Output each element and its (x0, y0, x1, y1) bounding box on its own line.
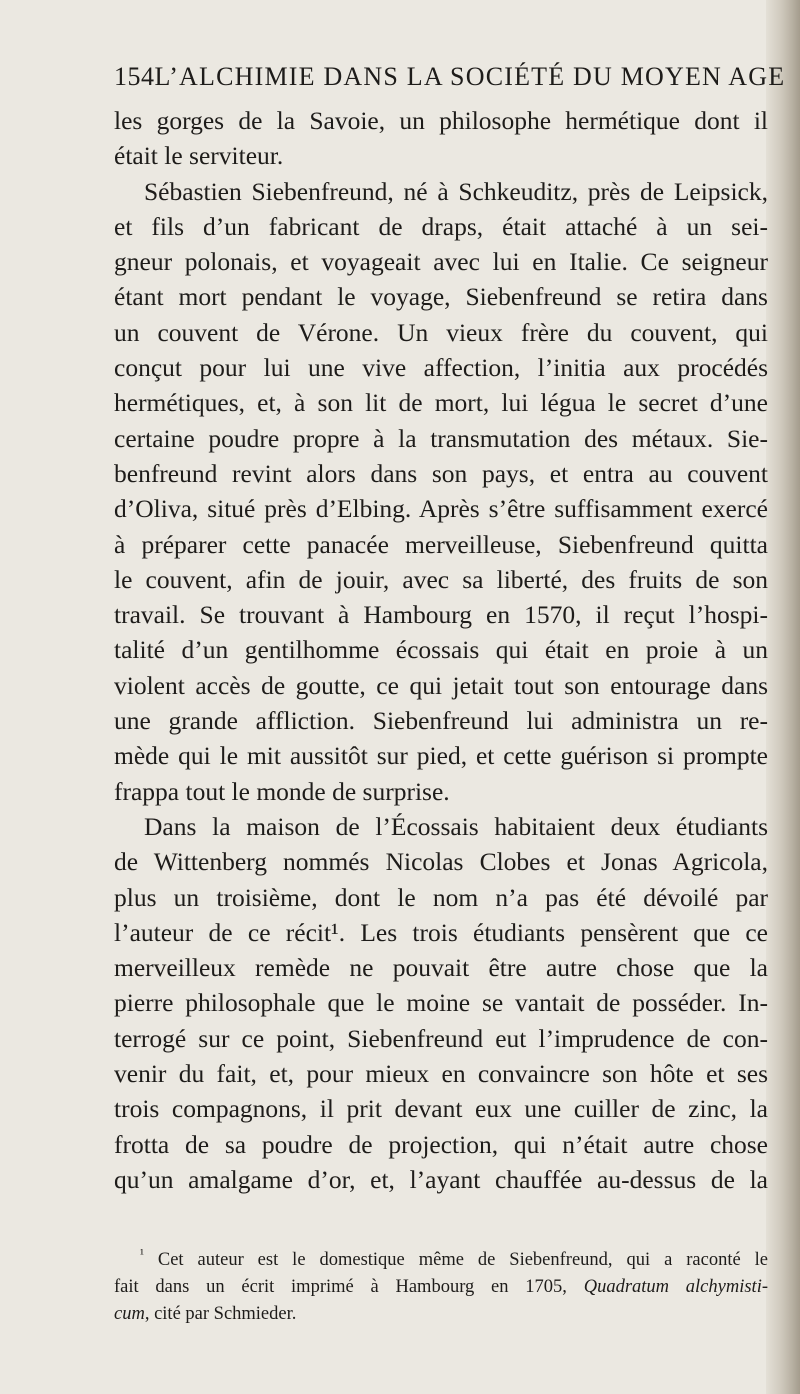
text-line: frappa tout le monde de surprise. (114, 776, 450, 806)
text-line: une grande affliction. Siebenfreund lui administra un re- (114, 706, 768, 736)
footnote (114, 1240, 768, 1328)
text-line: mède qui le mit aussitôt sur pied, et cette guérison si prompte (114, 741, 768, 771)
footnote-text: Cet auteur est le domestique même de Siebenfreund, qui a raconté le (157, 1250, 768, 1271)
text-line: était le serviteur. (114, 141, 284, 171)
text-line: violent accès de goutte, ce qui jetait tout son entourage dans (114, 670, 768, 700)
footnote-line (114, 1240, 768, 1274)
footnote-book-title: Quadratum alchymisti- (583, 1277, 768, 1298)
text-line: benfreund revint alors dans son pays, et entra au couvent (114, 458, 768, 488)
page-edge-shadow (766, 0, 800, 1394)
page-number: 154 (114, 62, 155, 91)
running-title: L’ALCHIMIE DANS LA SOCIÉTÉ DU MOYEN AGE (154, 62, 786, 91)
footnote-text: , cité par Schmieder. (144, 1304, 297, 1325)
footnote-line (114, 1301, 768, 1328)
text-line: à préparer cette panacée merveilleuse, Siebenfreund quitta (114, 529, 768, 559)
body-text (114, 103, 768, 1197)
footnote-line (114, 1274, 768, 1301)
footnote-book-title: cum (114, 1304, 145, 1325)
text-line: et fils d’un fabricant de draps, était attaché à un sei- (114, 211, 768, 241)
text-line: venir du fait, et, pour mieux en convaincre son hôte et ses (114, 1059, 768, 1089)
text-line: pierre philosophale que le moine se vantait de posséder. In- (114, 988, 768, 1018)
text-line: plus un troisième, dont le nom n’a pas été dévoilé par (114, 882, 768, 912)
text-line: hermétiques, et, à son lit de mort, lui légua le secret d’une (114, 388, 768, 418)
text-line: un couvent de Vérone. Un vieux frère du couvent, qui (114, 317, 768, 347)
text-line: terrogé sur ce point, Siebenfreund eut l’imprudence de con- (114, 1023, 768, 1053)
text-line: le couvent, afin de jouir, avec sa liberté, des fruits de son (114, 564, 768, 594)
text-line: les gorges de la Savoie, un philosophe hermétique dont il (114, 106, 768, 135)
text-line: travail. Se trouvant à Hambourg en 1570, il reçut l’hospi- (114, 600, 768, 630)
text-line: trois compagnons, il prit devant eux une cuiller de zinc, la (114, 1094, 768, 1124)
text-line: Dans la maison de l’Écossais habitaient deux étudiants (144, 811, 768, 841)
text-line: talité d’un gentilhomme écossais qui était en proie à un (114, 635, 768, 665)
text-line: certaine poudre propre à la transmutation des métaux. Sie- (114, 423, 768, 453)
text-line: de Wittenberg nommés Nicolas Clobes et Jonas Agricola, (114, 847, 768, 877)
text-line: merveilleux remède ne pouvait être autre chose que la (114, 953, 768, 983)
text-line: qu’un amalgame d’or, et, l’ayant chauffée au-dessus de la (114, 1164, 768, 1194)
text-line: d’Oliva, situé près d’Elbing. Après s’être suffisamment exercé (114, 494, 768, 524)
text-line: l’auteur de ce récit¹. Les trois étudiants pensèrent que ce (114, 917, 768, 947)
running-head (114, 62, 786, 92)
text-line: gneur polonais, et voyageait avec lui en Italie. Ce seigneur (114, 247, 768, 277)
footnote-text: fait dans un écrit imprimé à Hambourg en 1705, (114, 1277, 584, 1298)
footnote-marker: ¹ (140, 1246, 144, 1261)
text-line: étant mort pendant le voyage, Siebenfreund se retira dans (114, 282, 768, 312)
text-line: Sébastien Siebenfreund, né à Schkeuditz, près de Leipsick, (144, 176, 768, 206)
text-line: frotta de sa poudre de projection, qui n’était autre chose (114, 1129, 768, 1159)
text-line: conçut pour lui une vive affection, l’initia aux procédés (114, 353, 768, 383)
